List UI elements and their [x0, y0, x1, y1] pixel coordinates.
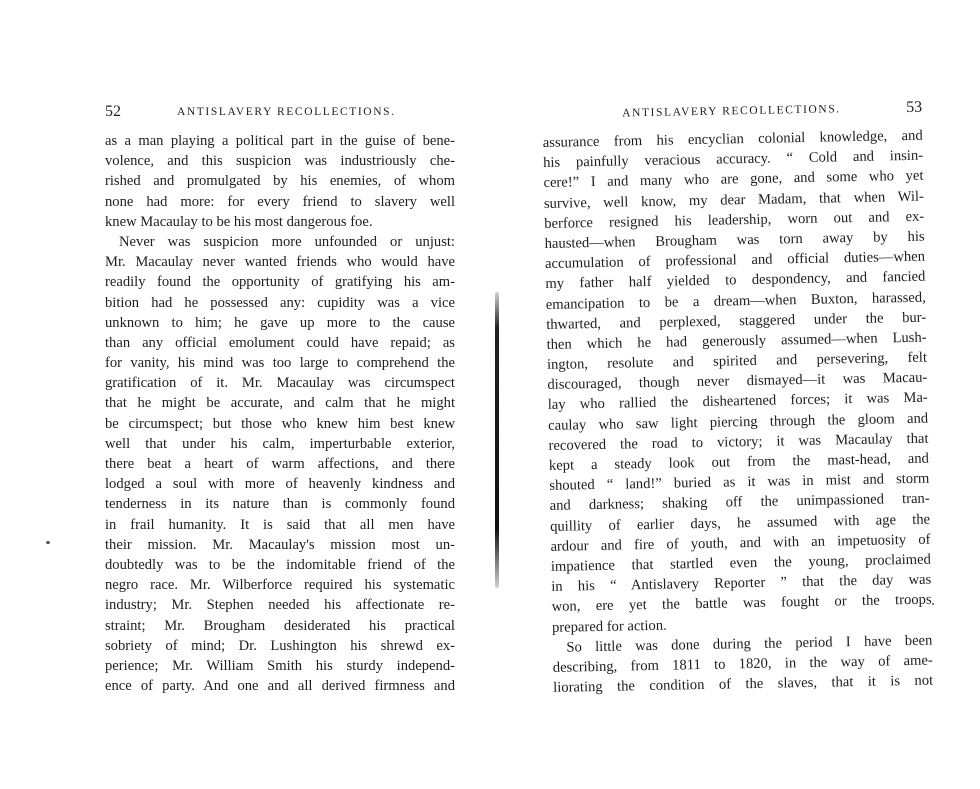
scan-speck: [932, 603, 934, 605]
text-line: hausted—when Brougham was torn away by his: [544, 228, 925, 252]
text-line: doubtedly was to be the indomitable friend of the: [105, 556, 455, 573]
left-running-head-title: ANTISLAVERY RECOLLECTIONS.: [177, 106, 396, 118]
text-line: then which he had generously assumed—when Lush-: [546, 329, 927, 353]
text-line: describing, from 1811 to 1820, in the way of ame-: [552, 652, 933, 676]
text-line: in his “ Antislavery Reporter ” that the day was: [551, 571, 932, 596]
text-line: recovered the road to victory; it was Macaulay that: [548, 430, 929, 454]
text-line: caulay who saw light piercing through the gloom and: [548, 410, 929, 434]
text-line: well that under his calm, imperturbable exterior,: [105, 435, 455, 452]
text-line: that he might be accurate, and calm that he might: [105, 395, 455, 412]
text-line: thwarted, and perplexed, staggered under the bur-: [546, 309, 927, 333]
text-line: negro race. Mr. Wilberforce required his systematic: [105, 577, 455, 594]
book-gutter: [495, 292, 499, 588]
text-line: Never was suspicion more unfounded or unjust:: [119, 233, 455, 250]
left-running-head: [105, 103, 455, 123]
text-line: there beat a heart of warm affections, and there: [105, 456, 455, 472]
right-running-head-title: ANTISLAVERY RECOLLECTIONS.: [622, 103, 841, 120]
text-line: won, ere yet the battle was fought or the troops: [551, 591, 932, 616]
scan-speck: [46, 541, 50, 544]
text-line: prepared for action.: [551, 617, 667, 636]
text-line: gratification of it. Mr. Macaulay was circumspect: [105, 375, 455, 392]
text-line: kept a steady look out from the mast-head, and: [548, 450, 930, 474]
right-body-text: [543, 126, 934, 698]
right-page-number: 53: [905, 98, 923, 116]
text-line: unknown to him; he gave up more to the cause: [105, 314, 455, 331]
text-line: for vanity, his mind was too large to comprehend the: [105, 355, 455, 372]
text-line: lay who rallied the disheartened forces; it was Ma-: [547, 390, 928, 414]
text-line: quillity of earlier days, he assumed with age the: [549, 511, 931, 535]
left-page-number: 52: [105, 103, 121, 120]
text-line: their mission. Mr. Macaulay's mission most un-: [105, 536, 455, 553]
text-line: my father half yielded to despondency, and fancied: [545, 268, 926, 293]
text-line: ardour and fire of youth, and with an impetuosity of: [550, 531, 931, 555]
text-line: straint; Mr. Brougham desiderated his practical: [105, 617, 455, 634]
text-line: discouraged, though never dismayed—it was Macau-: [547, 369, 928, 394]
text-line: perience; Mr. William Smith his sturdy independ-: [105, 657, 455, 674]
text-line: shouted “ land!” buried as it was in mist and storm: [549, 470, 930, 495]
text-line: ington, resolute and spirited and persevering, felt: [546, 349, 928, 373]
text-line: and darkness; shaking off the unimpassioned tran-: [549, 490, 930, 515]
text-line: industry; Mr. Stephen needed his affectionate re-: [105, 597, 455, 614]
text-line: none had more: for every friend to slavery well: [105, 193, 455, 210]
text-line: bition had he possessed any: cupidity was a vice: [105, 294, 455, 311]
text-line: knew Macaulay to be his most dangerous foe.: [105, 213, 373, 230]
text-line: as a man playing a political part in the guise of bene-: [105, 133, 455, 149]
text-line: Mr. Macaulay never wanted friends who would have: [105, 254, 455, 271]
left-body-text: [105, 131, 455, 696]
text-line: cere!” I and many who are gone, and some who yet: [543, 168, 924, 192]
text-line: his painfully veracious accuracy. “ Cold and insin-: [542, 147, 924, 172]
text-line: be circumspect; but those who knew him best knew: [105, 415, 455, 432]
text-line: in frail humanity. It is said that all men have: [105, 516, 455, 533]
text-line: impatience that startled even the young, proclaimed: [550, 551, 931, 575]
text-line: ence of party. And one and all derived firmness and: [105, 678, 455, 695]
text-line: tenderness in its nature than is commonly found: [105, 496, 455, 513]
text-line: emancipation to be a dream—when Buxton, harassed,: [545, 289, 926, 313]
text-line: So little was done during the period I have been: [566, 632, 933, 656]
text-line: sobriety of mind; Dr. Lushington his shrewd ex-: [105, 637, 455, 654]
text-line: assurance from his encyclian colonial knowledge, and: [542, 127, 923, 151]
text-line: berforce resigned his leadership, worn out and ex-: [544, 208, 925, 232]
text-line: survive, well know, my dear Madam, that when Wil-: [543, 188, 924, 212]
right-running-head: [542, 99, 922, 126]
text-line: liorating the condition of the slaves, that it is not: [553, 672, 934, 696]
text-line: than any official emolument could have repaid; as: [105, 334, 455, 351]
text-line: lodged a soul with more of heavenly kindness and: [105, 476, 455, 493]
text-line: accumulation of professional and official duties—when: [544, 248, 926, 273]
text-line: rished and promulgated by his enemies, of whom: [105, 173, 455, 190]
text-line: readily found the opportunity of gratifying his am-: [105, 274, 455, 291]
text-line: volence, and this suspicion was industriously che-: [105, 153, 455, 170]
